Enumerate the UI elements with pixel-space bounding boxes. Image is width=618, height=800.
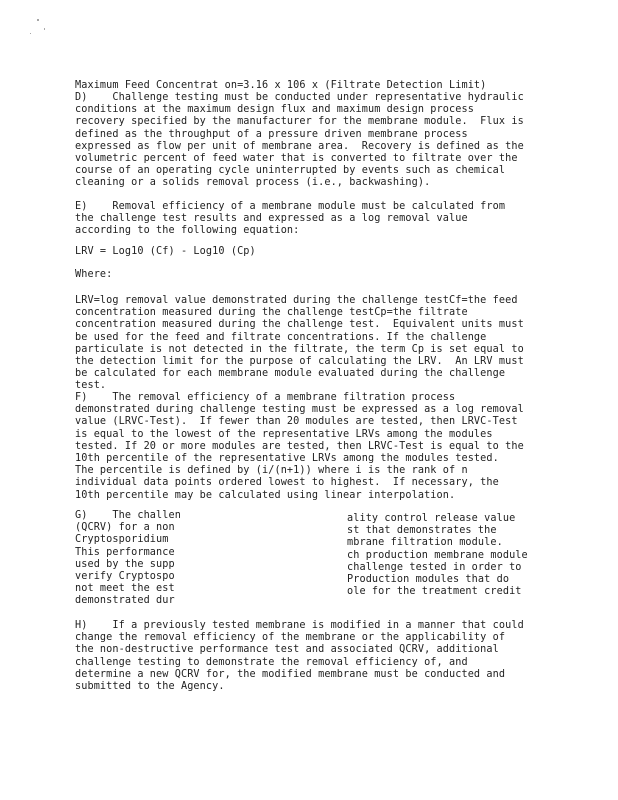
text-line: conditions at the maximum design flux and maximum design process [75,104,474,116]
text-line: 10th percentile may be calculated using linear interpolation. [75,489,456,501]
text-line: ch production membrane module [347,549,528,561]
text-line: Maximum Feed Concentrat on=3.16 x 106 x (Filtrate Detection Limit) [75,80,487,91]
text-line: the challenge test results and expressed as a log removal value [75,213,468,225]
text-line: defined as the throughput of a pressure driven membrane process [75,128,468,140]
text-line: course of an operating cycle uninterrupted by events such as chemical [75,165,506,177]
text-line: F) The removal efficiency of a membrane filtration process [75,392,456,403]
text-line: expressed as flow per unit of membrane area. Recovery is defined as the [75,140,524,152]
text-line: Where: [75,269,113,280]
text-line: be calculated for each membrane module evaluated during the challenge [75,368,506,380]
text-line: concentration measured during the challenge testCp=the filtrate [75,307,468,319]
text-line: E) Removal efficiency of a membrane module must be calculated from [75,201,506,212]
text-line: The percentile is defined by (i/(n+1)) where i is the rank of n [75,465,468,477]
paragraph-h [75,620,545,693]
text-line: change the removal efficiency of the membrane or the applicability of [75,632,506,644]
text-line: volumetric percent of feed water that is converted to filtrate over the [75,152,518,164]
text-line: value (LRVC-Test). If fewer than 20 modules are tested, then LRVC-Test [75,416,518,428]
text-line: used by the supp [75,558,175,570]
paragraph-d [75,92,545,190]
text-line: mbrane filtration module. [347,537,503,549]
text-line: test. [75,380,107,392]
paragraph-g [75,510,545,610]
text-line: demonstrated during challenge testing must be expressed as a log removal [75,404,524,416]
text-line: not meet the est [75,583,175,595]
text-line: challenge testing to demonstrate the removal efficiency of, and [75,656,468,668]
equation-line: LRV = Log10 (Cf) - Log10 (Cp) [75,246,256,257]
scan-speck [37,19,39,21]
text-line: tested. If 20 or more modules are tested, then LRVC-Test is equal to the [75,440,524,452]
text-line: is equal to the lowest of the representative LRVs among the modules [75,428,493,440]
text-line: LRV=log removal value demonstrated during the challenge testCf=the feed [75,295,518,306]
text-line: determine a new QCRV for, the modified membrane must be conducted and [75,668,506,680]
text-line: challenge tested in order to [347,561,522,573]
text-line: ality control release value [347,513,516,524]
paragraph-g-left-column [75,510,195,608]
paragraph-f [75,392,545,502]
text-line: according to the following equation: [75,225,300,237]
where-label [75,269,545,281]
text-line: Cryptosporidium [75,534,169,546]
text-line: individual data points ordered lowest to highest. If necessary, the [75,477,499,489]
text-line: This performance [75,546,175,558]
text-line: be used for the feed and filtrate concentrations. If the challenge [75,331,487,343]
text-line: (QCRV) for a non [75,522,175,534]
text-line: demonstrated dur [75,595,175,607]
text-line: ole for the treatment credit [347,586,522,598]
lrv-equation [75,246,545,258]
text-line: Production modules that do [347,573,510,585]
text-line: concentration measured during the challenge test. Equivalent units must [75,319,524,331]
paragraph-g-right-column [347,513,547,598]
text-line: cleaning or a solids removal process (i.e., backwashing). [75,177,431,189]
paragraph-e [75,201,545,238]
scan-speck [44,28,45,30]
max-feed-line [75,80,545,92]
text-line: the non-destructive performance test and associated QCRV, additional [75,644,499,656]
text-line: H) If a previously tested membrane is modified in a manner that could [75,620,524,631]
scan-speck [30,33,31,34]
text-line: st that demonstrates the [347,525,497,537]
text-line: G) The challen [75,510,181,521]
text-line: submitted to the Agency. [75,680,225,692]
text-line: verify Cryptospo [75,570,175,582]
text-line: the detection limit for the purpose of calculating the LRV. An LRV must [75,355,524,367]
paragraph-definitions [75,295,545,393]
text-line: recovery specified by the manufacturer for the membrane module. Flux is [75,116,524,128]
text-line: 10th percentile of the representative LRVs among the modules tested. [75,452,499,464]
text-line: D) Challenge testing must be conducted under representative hydraulic [75,92,524,103]
text-line: particulate is not detected in the filtrate, the term Cp is set equal to [75,343,524,355]
